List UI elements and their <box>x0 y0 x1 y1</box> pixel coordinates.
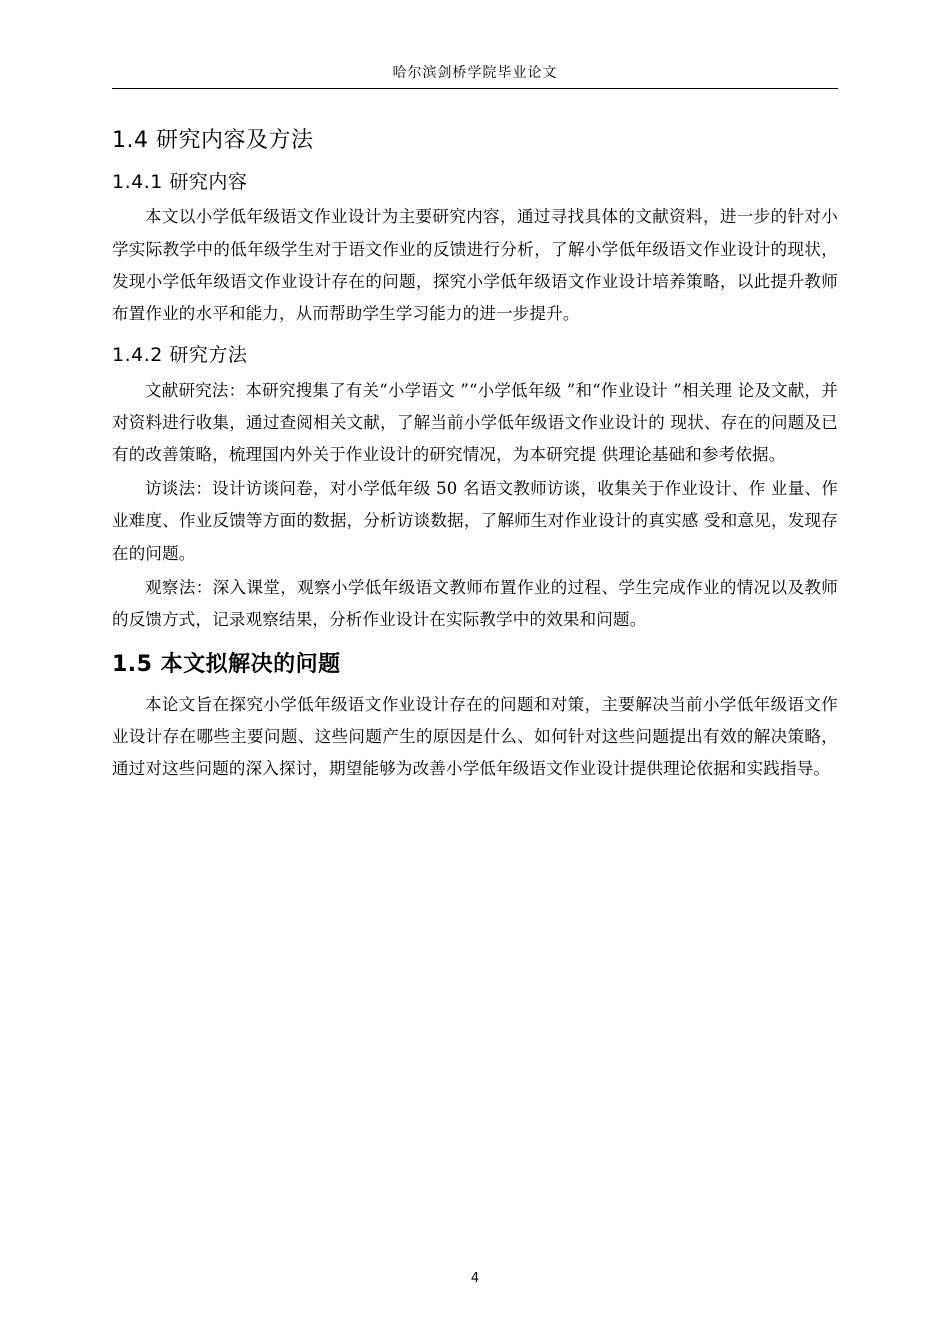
paragraph: 访谈法：设计访谈问卷，对小学低年级 50 名语文教师访谈，收集关于作业设计、作 业量、作业难度、作业反馈等方面的数据，分析访谈数据，了解师生对作业设计的真实感 受和意见，发现存在的问题。 <box>112 479 838 563</box>
paragraph: 观察法：深入课堂，观察小学低年级语文教师布置作业的过程、学生完成作业的情况以及教师的反馈方式，记录观察结果，分析作业设计在实际教学中的效果和问题。 <box>112 577 838 629</box>
paragraph: 文献研究法：本研究搜集了有关“小学语文 ”“小学低年级 ”和“作业设计 ”相关理 论及文献，并对资料进行收集，通过查阅相关文献，了解当前小学低年级语文作业设计的 现状、存在的问题及已有的改善策略，梳理国内外关于作业设计的研究情况，为本研究提 供理论基础和参考依据。 <box>112 380 838 465</box>
subsection-heading-1-4-1: 1.4.1 研究内容 <box>112 170 248 193</box>
document-body <box>112 112 838 787</box>
header-divider <box>112 88 838 89</box>
subsection-heading-1-4-2: 1.4.2 研究方法 <box>112 344 248 367</box>
page-header: 哈尔滨剑桥学院毕业论文 <box>392 65 558 81</box>
section-heading-1-4: 1.4 研究内容及方法 <box>112 128 314 153</box>
paragraph: 本文以小学低年级语文作业设计为主要研究内容，通过寻找具体的文献资料，进一步的针对小学实际教学中的低年级学生对于语文作业的反馈进行分析，了解小学低年级语文作业设计的现状，发现小学低年级语文作业设计存在的问题，探究小学低年级语文作业设计培养策略，以此提升教师布置作业的水平和能力，从而帮助学生学习能力的进一步提升。 <box>112 207 838 323</box>
paragraph: 本论文旨在探究小学低年级语文作业设计存在的问题和对策，主要解决当前小学低年级语文作业设计存在哪些主要问题、这些问题产生的原因是什么、如何针对这些问题提出有效的解决策略，通过对这些问题的深入探讨，期望能够为改善小学低年级语文作业设计提供理论依据和实践指导。 <box>112 694 838 779</box>
section-heading-1-5: 1.5 本文拟解决的问题 <box>112 652 341 678</box>
page-number: 4 <box>470 1271 480 1286</box>
